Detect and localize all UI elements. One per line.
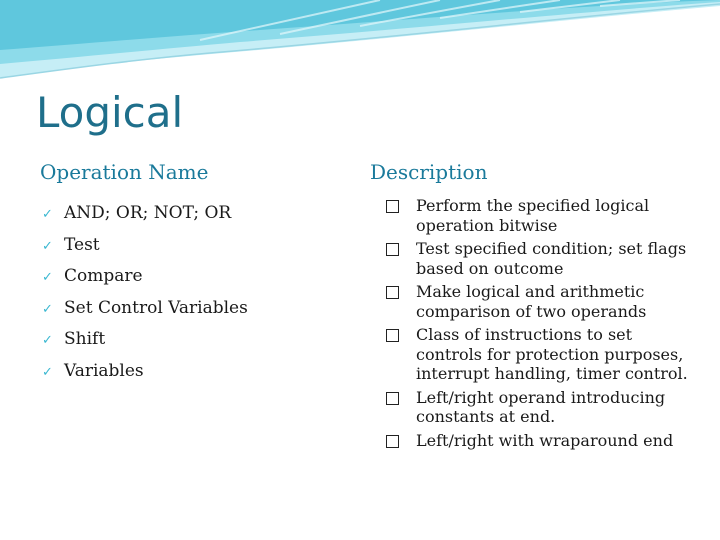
checkmark-bullet-icon: ✓ <box>42 270 53 286</box>
list-item <box>42 200 342 232</box>
slide-title: Logical <box>36 88 184 137</box>
list-item <box>386 431 696 451</box>
list-item <box>42 232 342 264</box>
operation-name: Set Control Variables <box>64 297 248 318</box>
square-bullet-icon <box>386 200 399 213</box>
square-bullet-icon <box>386 329 399 342</box>
description-text: Make logical and arithmetic comparison of two operands <box>416 282 647 321</box>
checkmark-bullet-icon: ✓ <box>42 238 53 254</box>
description-text: Left/right with wraparound end <box>416 430 674 450</box>
checkmark-bullet-icon: ✓ <box>42 207 53 222</box>
list-item <box>386 282 696 321</box>
list-item <box>42 358 342 390</box>
list-item <box>42 263 342 295</box>
description-text: Left/right operand introducing constants at end. <box>416 387 666 426</box>
operation-list <box>42 200 342 390</box>
list-item <box>386 239 696 278</box>
description-text: Perform the specified logical operation bitwise <box>416 196 650 235</box>
header-wave-banner <box>0 0 720 90</box>
description-text: Class of instructions to set controls for protection purposes, interrupt handling, timer control. <box>416 325 688 383</box>
description-text: Test specified condition; set flags based on outcome <box>416 239 687 278</box>
description-list <box>386 196 696 454</box>
operation-name: Test <box>64 234 100 255</box>
square-bullet-icon <box>386 286 399 299</box>
operation-name: Compare <box>64 266 143 287</box>
operation-name-header: Operation Name <box>40 160 209 184</box>
list-item <box>386 325 696 384</box>
square-bullet-icon <box>386 392 399 405</box>
checkmark-bullet-icon: ✓ <box>42 301 53 317</box>
checkmark-bullet-icon: ✓ <box>42 333 53 349</box>
operation-name: Variables <box>64 360 144 381</box>
checkmark-bullet-icon: ✓ <box>42 364 53 380</box>
list-item <box>386 388 696 427</box>
list-item <box>42 295 342 327</box>
description-header: Description <box>370 160 488 184</box>
square-bullet-icon <box>386 435 399 448</box>
list-item <box>386 196 696 235</box>
operation-name: Shift <box>64 329 106 350</box>
square-bullet-icon <box>386 243 399 256</box>
operation-name: AND; OR; NOT; OR <box>64 203 232 223</box>
list-item <box>42 326 342 358</box>
